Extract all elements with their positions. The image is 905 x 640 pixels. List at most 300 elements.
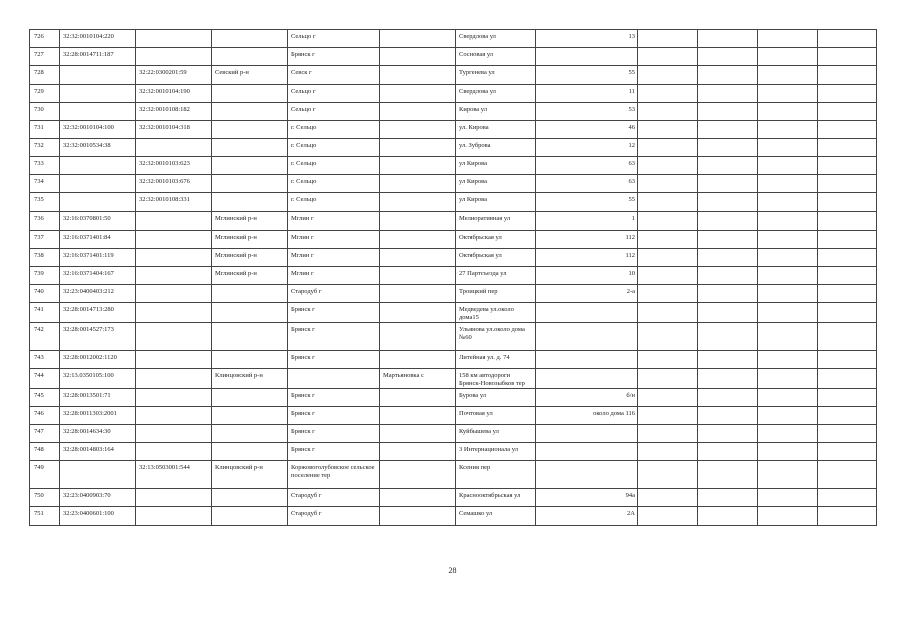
table-row bbox=[30, 231, 877, 249]
empty-cell bbox=[698, 351, 758, 369]
cadastral-number-2-cell bbox=[136, 212, 212, 231]
empty-cell bbox=[698, 48, 758, 66]
table-row bbox=[30, 369, 877, 389]
cadastral-number-2-cell bbox=[136, 231, 212, 249]
locality-cell bbox=[380, 157, 456, 175]
house-number-cell: 46 bbox=[536, 121, 638, 139]
empty-cell bbox=[638, 157, 698, 175]
district-cell bbox=[212, 30, 288, 48]
cadastral-number-2-cell bbox=[136, 507, 212, 526]
row-number-cell: 745 bbox=[30, 389, 60, 407]
empty-cell bbox=[698, 121, 758, 139]
cadastral-number-cell bbox=[60, 157, 136, 175]
empty-cell bbox=[818, 267, 877, 285]
street-cell: ул Кирова bbox=[456, 175, 536, 193]
settlement-cell: Брянск г bbox=[288, 351, 380, 369]
street-cell: Октябрьская ул bbox=[456, 249, 536, 267]
empty-cell bbox=[698, 249, 758, 267]
empty-cell bbox=[758, 267, 818, 285]
cadastral-number-2-cell bbox=[136, 389, 212, 407]
row-number-cell: 742 bbox=[30, 323, 60, 351]
cadastral-number-cell: 32:28:0012002:1120 bbox=[60, 351, 136, 369]
empty-cell bbox=[698, 157, 758, 175]
street-cell: ул Кирова bbox=[456, 193, 536, 212]
street-cell: Сосновая ул bbox=[456, 48, 536, 66]
table-row bbox=[30, 66, 877, 85]
cadastral-number-cell: 32:32:0010104:220 bbox=[60, 30, 136, 48]
locality-cell bbox=[380, 103, 456, 121]
cadastral-number-2-cell: 32:32:0010104:318 bbox=[136, 121, 212, 139]
house-number-cell: 10 bbox=[536, 267, 638, 285]
empty-cell bbox=[758, 351, 818, 369]
table-row bbox=[30, 303, 877, 323]
cadastral-number-2-cell bbox=[136, 48, 212, 66]
district-cell bbox=[212, 389, 288, 407]
cadastral-number-cell: 32:28:0011303:2001 bbox=[60, 407, 136, 425]
street-cell: 3 Интернационала ул bbox=[456, 443, 536, 461]
cadastral-number-cell bbox=[60, 85, 136, 103]
locality-cell bbox=[380, 461, 456, 489]
empty-cell bbox=[698, 30, 758, 48]
empty-cell bbox=[758, 103, 818, 121]
locality-cell bbox=[380, 407, 456, 425]
empty-cell bbox=[638, 507, 698, 526]
street-cell: Куйбышева ул bbox=[456, 425, 536, 443]
locality-cell bbox=[380, 389, 456, 407]
settlement-cell: г. Сельцо bbox=[288, 157, 380, 175]
empty-cell bbox=[638, 461, 698, 489]
empty-cell bbox=[698, 85, 758, 103]
house-number-cell: 13 bbox=[536, 30, 638, 48]
district-cell: Клинцовский р-н bbox=[212, 369, 288, 389]
empty-cell bbox=[638, 48, 698, 66]
empty-cell bbox=[638, 407, 698, 425]
empty-cell bbox=[818, 193, 877, 212]
locality-cell bbox=[380, 351, 456, 369]
empty-cell bbox=[818, 30, 877, 48]
row-number-cell: 730 bbox=[30, 103, 60, 121]
empty-cell bbox=[698, 285, 758, 303]
district-cell bbox=[212, 85, 288, 103]
settlement-cell: Брянск г bbox=[288, 425, 380, 443]
empty-cell bbox=[818, 175, 877, 193]
district-cell: Севский р-н bbox=[212, 66, 288, 85]
cadastral-number-cell bbox=[60, 461, 136, 489]
empty-cell bbox=[758, 48, 818, 66]
table-row bbox=[30, 323, 877, 351]
house-number-cell: 11 bbox=[536, 85, 638, 103]
cadastral-number-2-cell: 32:22:0300201:59 bbox=[136, 66, 212, 85]
empty-cell bbox=[758, 323, 818, 351]
street-cell: 158 км автодороги Брянск-Новозыбков тер bbox=[456, 369, 536, 389]
locality-cell bbox=[380, 212, 456, 231]
settlement-cell: г. Сельцо bbox=[288, 121, 380, 139]
table-row bbox=[30, 425, 877, 443]
house-number-cell bbox=[536, 323, 638, 351]
locality-cell bbox=[380, 507, 456, 526]
table-row bbox=[30, 48, 877, 66]
row-number-cell: 728 bbox=[30, 66, 60, 85]
locality-cell bbox=[380, 139, 456, 157]
empty-cell bbox=[758, 443, 818, 461]
empty-cell bbox=[758, 193, 818, 212]
table-row bbox=[30, 267, 877, 285]
empty-cell bbox=[698, 389, 758, 407]
cadastral-number-cell: 32:13.0350105:100 bbox=[60, 369, 136, 389]
table-row bbox=[30, 193, 877, 212]
settlement-cell bbox=[288, 369, 380, 389]
locality-cell: Мартьяновка с bbox=[380, 369, 456, 389]
settlement-cell: Стародуб г bbox=[288, 489, 380, 507]
settlement-cell: Брянск г bbox=[288, 407, 380, 425]
empty-cell bbox=[638, 85, 698, 103]
street-cell: Октябрьская ул bbox=[456, 231, 536, 249]
table-row bbox=[30, 121, 877, 139]
street-cell: ул. Кирова bbox=[456, 121, 536, 139]
table-row bbox=[30, 157, 877, 175]
cadastral-number-2-cell bbox=[136, 249, 212, 267]
empty-cell bbox=[638, 103, 698, 121]
district-cell bbox=[212, 193, 288, 212]
street-cell: Ксения пер bbox=[456, 461, 536, 489]
cadastral-number-cell bbox=[60, 193, 136, 212]
empty-cell bbox=[818, 85, 877, 103]
table-row bbox=[30, 139, 877, 157]
district-cell: Мглинский р-н bbox=[212, 212, 288, 231]
empty-cell bbox=[758, 157, 818, 175]
cadastral-number-cell: 32:32:0010534:38 bbox=[60, 139, 136, 157]
settlement-cell: Брянск г bbox=[288, 48, 380, 66]
district-cell bbox=[212, 323, 288, 351]
empty-cell bbox=[698, 407, 758, 425]
empty-cell bbox=[758, 389, 818, 407]
empty-cell bbox=[638, 175, 698, 193]
house-number-cell: 55 bbox=[536, 66, 638, 85]
empty-cell bbox=[638, 231, 698, 249]
cadastral-number-2-cell: 32:32:0010103:623 bbox=[136, 157, 212, 175]
street-cell: Бурова ул bbox=[456, 389, 536, 407]
table-row bbox=[30, 389, 877, 407]
district-cell: Мглинский р-н bbox=[212, 231, 288, 249]
row-number-cell: 732 bbox=[30, 139, 60, 157]
house-number-cell bbox=[536, 369, 638, 389]
house-number-cell bbox=[536, 48, 638, 66]
house-number-cell: 63 bbox=[536, 157, 638, 175]
empty-cell bbox=[818, 139, 877, 157]
row-number-cell: 733 bbox=[30, 157, 60, 175]
house-number-cell: б/н bbox=[536, 389, 638, 407]
empty-cell bbox=[698, 489, 758, 507]
settlement-cell: г. Сельцо bbox=[288, 193, 380, 212]
table-row bbox=[30, 30, 877, 48]
house-number-cell bbox=[536, 351, 638, 369]
cadastral-number-2-cell bbox=[136, 425, 212, 443]
empty-cell bbox=[818, 285, 877, 303]
settlement-cell: Сельцо г bbox=[288, 30, 380, 48]
settlement-cell: Мглин г bbox=[288, 249, 380, 267]
table-body bbox=[30, 30, 877, 526]
settlement-cell: Брянск г bbox=[288, 303, 380, 323]
settlement-cell: Коржовоголубовское сельское поселение тер bbox=[288, 461, 380, 489]
locality-cell bbox=[380, 249, 456, 267]
empty-cell bbox=[638, 303, 698, 323]
empty-cell bbox=[638, 121, 698, 139]
row-number-cell: 737 bbox=[30, 231, 60, 249]
locality-cell bbox=[380, 285, 456, 303]
empty-cell bbox=[638, 369, 698, 389]
empty-cell bbox=[638, 193, 698, 212]
row-number-cell: 726 bbox=[30, 30, 60, 48]
row-number-cell: 744 bbox=[30, 369, 60, 389]
table-row bbox=[30, 212, 877, 231]
house-number-cell bbox=[536, 461, 638, 489]
row-number-cell: 749 bbox=[30, 461, 60, 489]
settlement-cell: Стародуб г bbox=[288, 507, 380, 526]
locality-cell bbox=[380, 267, 456, 285]
cadastral-number-cell: 32:16:0371401:119 bbox=[60, 249, 136, 267]
settlement-cell: Стародуб г bbox=[288, 285, 380, 303]
locality-cell bbox=[380, 85, 456, 103]
cadastral-number-2-cell bbox=[136, 303, 212, 323]
locality-cell bbox=[380, 489, 456, 507]
empty-cell bbox=[758, 85, 818, 103]
house-number-cell: около дома 116 bbox=[536, 407, 638, 425]
locality-cell bbox=[380, 30, 456, 48]
cadastral-number-cell: 32:28:0014803:164 bbox=[60, 443, 136, 461]
cadastral-number-cell: 32:16:0371404:167 bbox=[60, 267, 136, 285]
row-number-cell: 731 bbox=[30, 121, 60, 139]
locality-cell bbox=[380, 48, 456, 66]
row-number-cell: 735 bbox=[30, 193, 60, 212]
empty-cell bbox=[758, 507, 818, 526]
district-cell bbox=[212, 157, 288, 175]
locality-cell bbox=[380, 193, 456, 212]
settlement-cell: г. Сельцо bbox=[288, 139, 380, 157]
house-number-cell bbox=[536, 303, 638, 323]
empty-cell bbox=[818, 443, 877, 461]
cadastral-number-2-cell bbox=[136, 443, 212, 461]
district-cell: Мглинский р-н bbox=[212, 249, 288, 267]
cadastral-number-cell: 32:28:0014634:30 bbox=[60, 425, 136, 443]
empty-cell bbox=[818, 389, 877, 407]
cadastral-number-2-cell bbox=[136, 489, 212, 507]
empty-cell bbox=[818, 66, 877, 85]
locality-cell bbox=[380, 303, 456, 323]
district-cell bbox=[212, 489, 288, 507]
empty-cell bbox=[758, 121, 818, 139]
street-cell: Свердлова ул bbox=[456, 30, 536, 48]
cadastral-number-2-cell bbox=[136, 30, 212, 48]
empty-cell bbox=[818, 157, 877, 175]
street-cell: Ульянова ул.около дома №60 bbox=[456, 323, 536, 351]
empty-cell bbox=[758, 369, 818, 389]
empty-cell bbox=[638, 489, 698, 507]
empty-cell bbox=[818, 323, 877, 351]
locality-cell bbox=[380, 231, 456, 249]
empty-cell bbox=[698, 139, 758, 157]
empty-cell bbox=[638, 212, 698, 231]
settlement-cell: Сельцо г bbox=[288, 103, 380, 121]
empty-cell bbox=[758, 407, 818, 425]
table-row bbox=[30, 351, 877, 369]
table-row bbox=[30, 175, 877, 193]
district-cell: Мглинский р-н bbox=[212, 267, 288, 285]
cadastral-number-2-cell: 32:13:0503001:544 bbox=[136, 461, 212, 489]
empty-cell bbox=[758, 489, 818, 507]
empty-cell bbox=[818, 425, 877, 443]
street-cell: Семашко ул bbox=[456, 507, 536, 526]
cadastral-number-cell bbox=[60, 175, 136, 193]
empty-cell bbox=[698, 323, 758, 351]
house-number-cell bbox=[536, 443, 638, 461]
cadastral-number-cell: 32:23:0400601:100 bbox=[60, 507, 136, 526]
empty-cell bbox=[638, 285, 698, 303]
street-cell: Медведева ул.около дома15 bbox=[456, 303, 536, 323]
empty-cell bbox=[638, 139, 698, 157]
street-cell: 27 Партсъезда ул bbox=[456, 267, 536, 285]
empty-cell bbox=[698, 231, 758, 249]
empty-cell bbox=[638, 30, 698, 48]
empty-cell bbox=[758, 231, 818, 249]
district-cell bbox=[212, 48, 288, 66]
page-number: 28 bbox=[448, 566, 457, 575]
district-cell bbox=[212, 507, 288, 526]
table-row bbox=[30, 461, 877, 489]
cadastral-number-cell: 32:28:0014711:187 bbox=[60, 48, 136, 66]
empty-cell bbox=[698, 303, 758, 323]
empty-cell bbox=[818, 507, 877, 526]
empty-cell bbox=[818, 212, 877, 231]
street-cell: ул. Зуброва bbox=[456, 139, 536, 157]
street-cell: Мелиоративная ул bbox=[456, 212, 536, 231]
empty-cell bbox=[818, 249, 877, 267]
settlement-cell: Мглин г bbox=[288, 267, 380, 285]
district-cell bbox=[212, 121, 288, 139]
empty-cell bbox=[758, 249, 818, 267]
cadastral-number-2-cell bbox=[136, 407, 212, 425]
row-number-cell: 739 bbox=[30, 267, 60, 285]
empty-cell bbox=[818, 303, 877, 323]
locality-cell bbox=[380, 121, 456, 139]
empty-cell bbox=[758, 139, 818, 157]
house-number-cell: 12 bbox=[536, 139, 638, 157]
cadastral-number-cell bbox=[60, 66, 136, 85]
register-table bbox=[29, 29, 877, 526]
empty-cell bbox=[638, 249, 698, 267]
empty-cell bbox=[638, 443, 698, 461]
empty-cell bbox=[698, 443, 758, 461]
empty-cell bbox=[818, 121, 877, 139]
settlement-cell: Сельцо г bbox=[288, 85, 380, 103]
district-cell: Клинцовский р-н bbox=[212, 461, 288, 489]
empty-cell bbox=[698, 425, 758, 443]
cadastral-number-2-cell bbox=[136, 267, 212, 285]
settlement-cell: Севск г bbox=[288, 66, 380, 85]
cadastral-number-2-cell: 32:32:0010103:676 bbox=[136, 175, 212, 193]
house-number-cell: 1 bbox=[536, 212, 638, 231]
empty-cell bbox=[758, 303, 818, 323]
house-number-cell: 112 bbox=[536, 231, 638, 249]
empty-cell bbox=[638, 351, 698, 369]
cadastral-number-2-cell bbox=[136, 323, 212, 351]
settlement-cell: Брянск г bbox=[288, 323, 380, 351]
empty-cell bbox=[818, 369, 877, 389]
district-cell bbox=[212, 285, 288, 303]
house-number-cell: 112 bbox=[536, 249, 638, 267]
row-number-cell: 748 bbox=[30, 443, 60, 461]
district-cell bbox=[212, 139, 288, 157]
table-row bbox=[30, 85, 877, 103]
row-number-cell: 743 bbox=[30, 351, 60, 369]
cadastral-number-cell: 32:28:0014527:173 bbox=[60, 323, 136, 351]
empty-cell bbox=[698, 212, 758, 231]
district-cell bbox=[212, 407, 288, 425]
row-number-cell: 750 bbox=[30, 489, 60, 507]
house-number-cell: 94а bbox=[536, 489, 638, 507]
empty-cell bbox=[818, 103, 877, 121]
locality-cell bbox=[380, 175, 456, 193]
empty-cell bbox=[698, 507, 758, 526]
table-row bbox=[30, 407, 877, 425]
settlement-cell: г. Сельцо bbox=[288, 175, 380, 193]
cadastral-number-2-cell bbox=[136, 285, 212, 303]
row-number-cell: 727 bbox=[30, 48, 60, 66]
empty-cell bbox=[758, 285, 818, 303]
cadastral-number-2-cell: 32:32:0010108:331 bbox=[136, 193, 212, 212]
empty-cell bbox=[818, 231, 877, 249]
row-number-cell: 747 bbox=[30, 425, 60, 443]
empty-cell bbox=[758, 461, 818, 489]
cadastral-number-cell: 32:16:0371401:84 bbox=[60, 231, 136, 249]
empty-cell bbox=[818, 407, 877, 425]
street-cell: Троицкий пер bbox=[456, 285, 536, 303]
empty-cell bbox=[638, 425, 698, 443]
house-number-cell: 63 bbox=[536, 175, 638, 193]
locality-cell bbox=[380, 425, 456, 443]
empty-cell bbox=[698, 267, 758, 285]
cadastral-number-cell: 32:28:0013501:71 bbox=[60, 389, 136, 407]
settlement-cell: Брянск г bbox=[288, 389, 380, 407]
house-number-cell bbox=[536, 425, 638, 443]
table-row bbox=[30, 103, 877, 121]
cadastral-number-cell: 32:23:0400403:212 bbox=[60, 285, 136, 303]
empty-cell bbox=[758, 212, 818, 231]
cadastral-number-cell: 32:32:0010104:100 bbox=[60, 121, 136, 139]
empty-cell bbox=[818, 461, 877, 489]
empty-cell bbox=[638, 66, 698, 85]
cadastral-number-2-cell bbox=[136, 351, 212, 369]
empty-cell bbox=[698, 461, 758, 489]
locality-cell bbox=[380, 323, 456, 351]
empty-cell bbox=[698, 66, 758, 85]
locality-cell bbox=[380, 443, 456, 461]
house-number-cell: 55 bbox=[536, 193, 638, 212]
street-cell: Тургенева ул bbox=[456, 66, 536, 85]
empty-cell bbox=[758, 30, 818, 48]
cadastral-number-cell bbox=[60, 103, 136, 121]
empty-cell bbox=[758, 425, 818, 443]
row-number-cell: 734 bbox=[30, 175, 60, 193]
row-number-cell: 729 bbox=[30, 85, 60, 103]
street-cell: Почтовая ул bbox=[456, 407, 536, 425]
street-cell: Литейная ул. д. 74 bbox=[456, 351, 536, 369]
table-row bbox=[30, 507, 877, 526]
cadastral-number-2-cell: 32:32:0010104:190 bbox=[136, 85, 212, 103]
cadastral-number-2-cell: 32:32:0010108:182 bbox=[136, 103, 212, 121]
locality-cell bbox=[380, 66, 456, 85]
settlement-cell: Мглин г bbox=[288, 231, 380, 249]
empty-cell bbox=[818, 48, 877, 66]
